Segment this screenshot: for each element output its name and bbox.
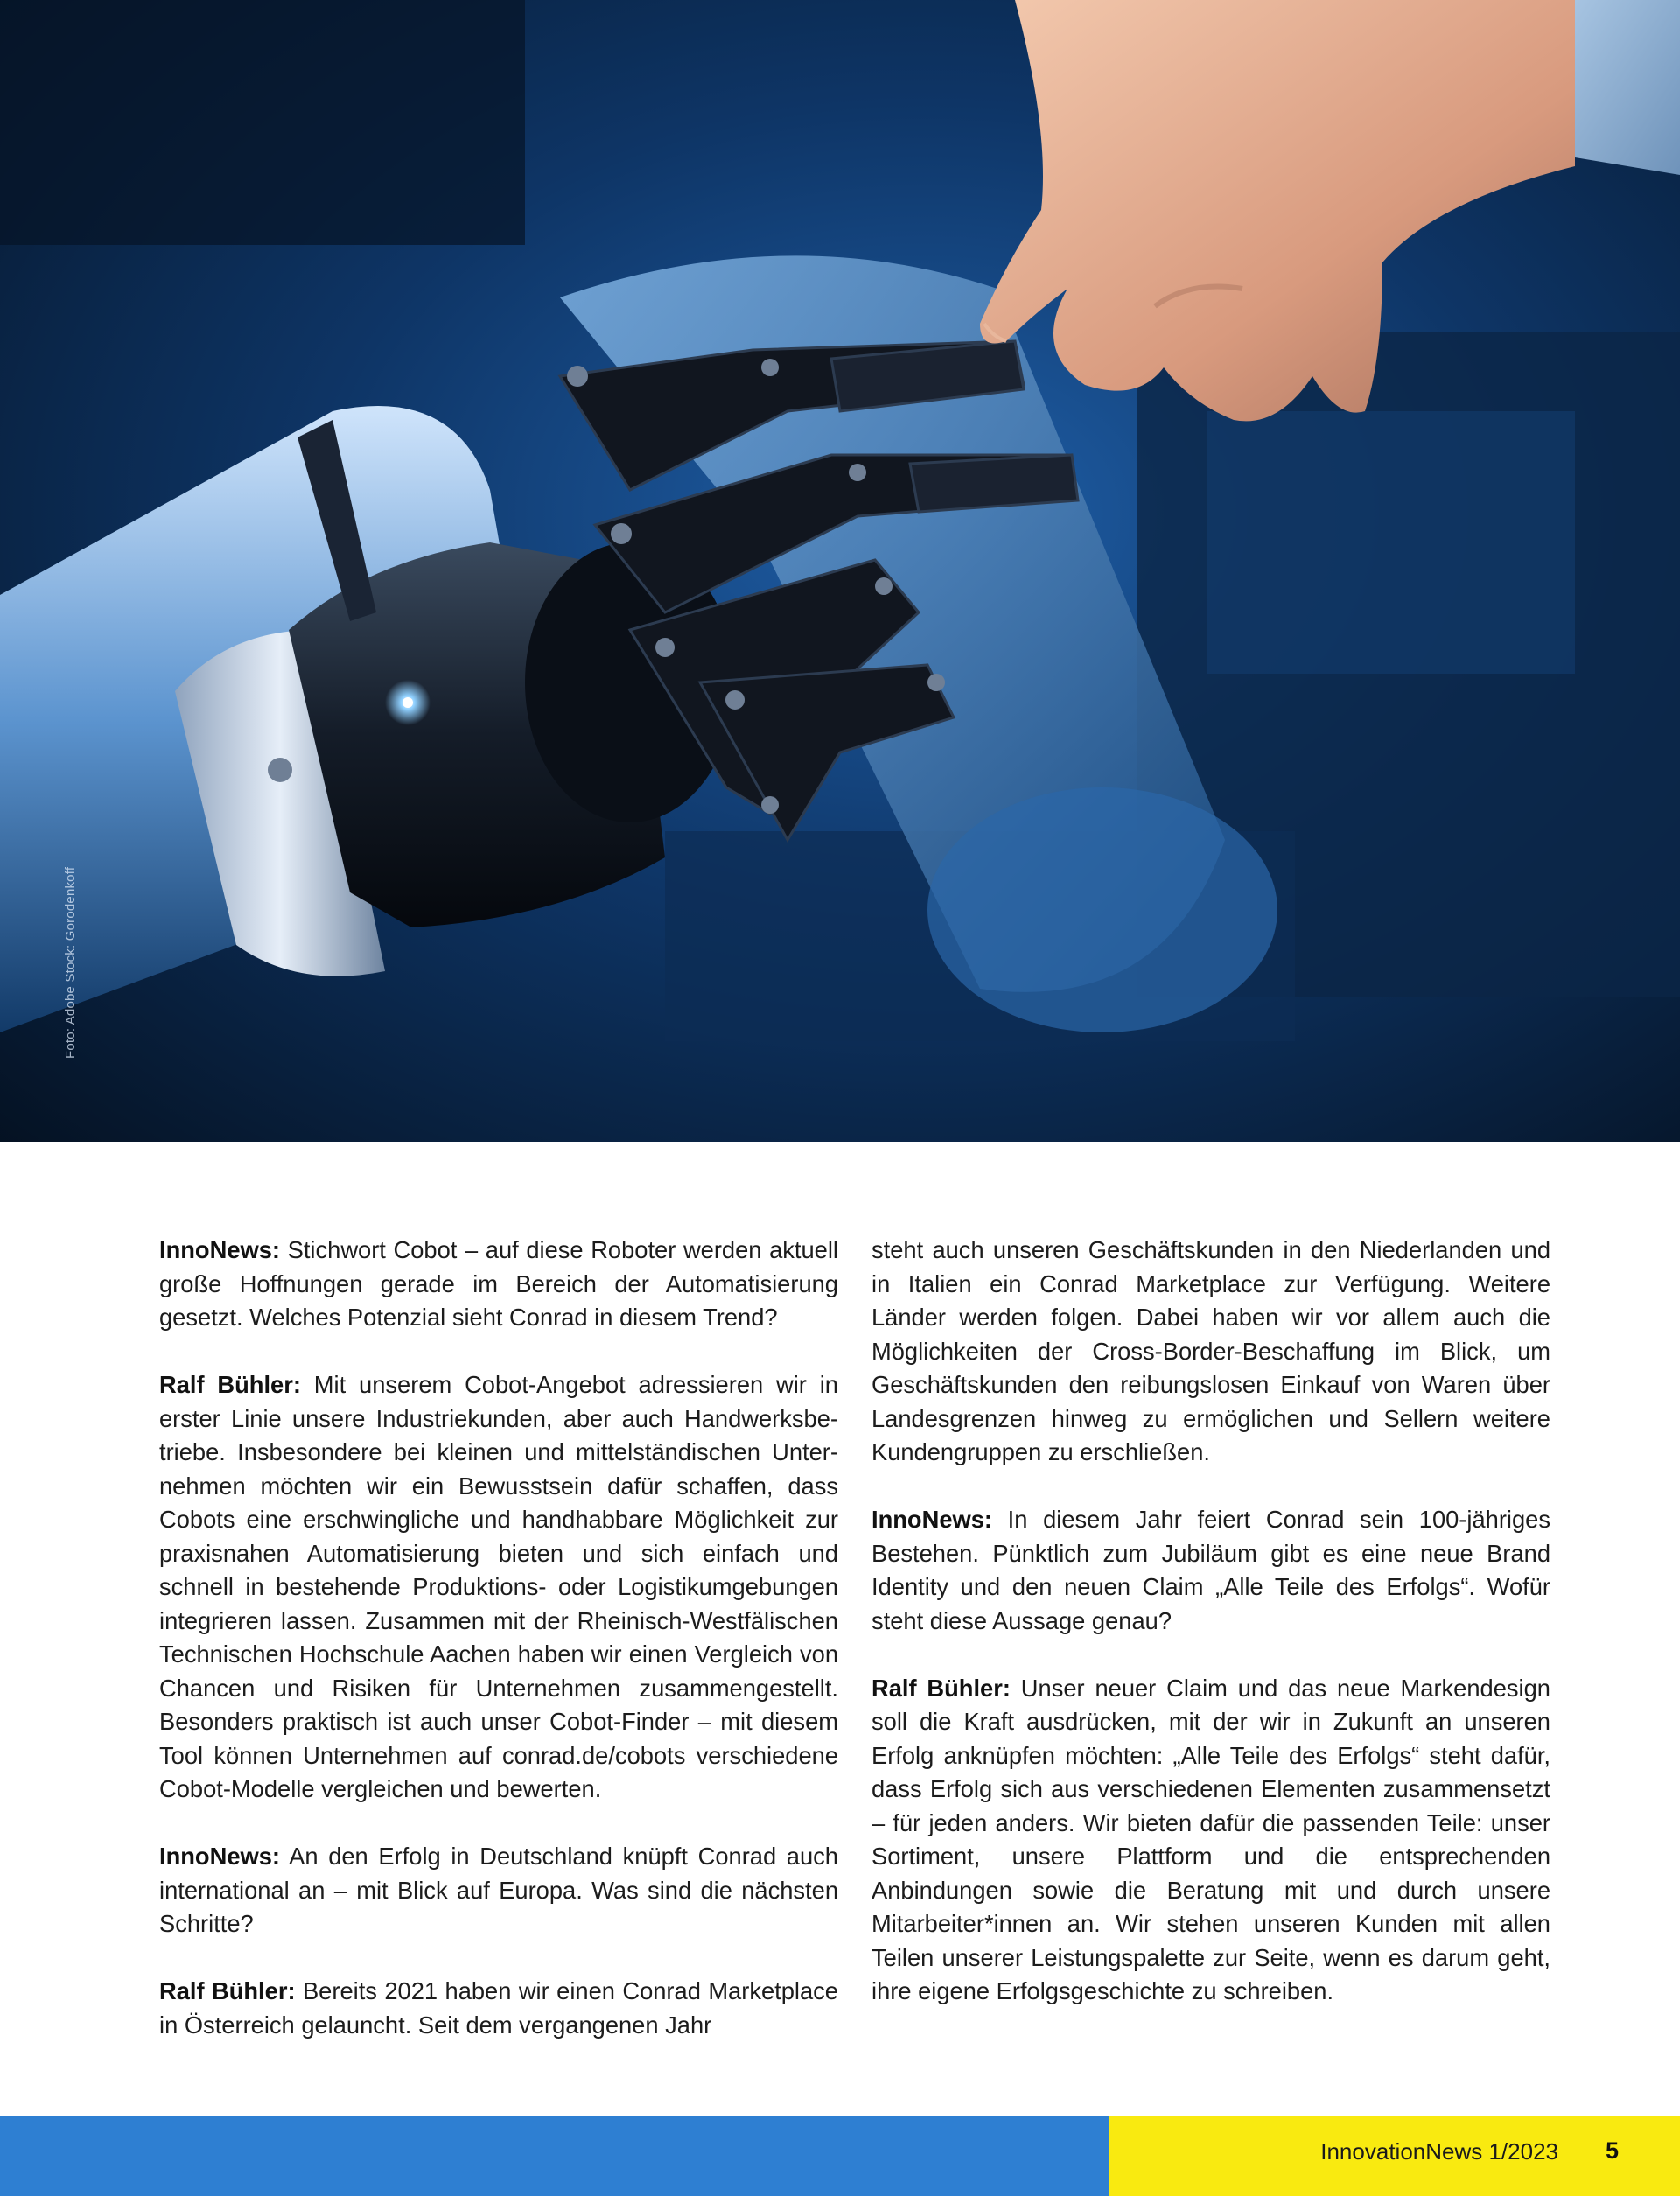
photo-credit: Foto: Adobe Stock: Gorodenkoff xyxy=(63,866,78,1059)
paragraph-text: Unser neuer Claim und das neue Markendesign soll die Kraft ausdrücken, mit der wir in Zukunft an unseren Erfolg anknüpfen möchten: „Alle Teile des Erfolgs“ steht dafür, dass Erfolg sich aus verschiedenen Elementen zusammensetzt – für jeden anders. Wir bieten dafür die passenden Teile: unser Sortiment, unsere Plattform und die entsprechenden Anbindungen sowie die Beratung mit und durch unsere Mitarbeiter*innen an. Wir stehen unseren Kunden mit allen Teilen unserer Leistungspalette zur Seite, wenn es darum geht, ihre eigene Erfolgsgeschichte zu schreiben. xyxy=(872,1674,1550,2004)
interview-paragraph xyxy=(872,1234,1550,1470)
footer-blue-bar xyxy=(0,2116,1110,2196)
publication-name: InnovationNews 1/2023 xyxy=(1320,2138,1558,2165)
speaker-label: InnoNews: xyxy=(159,1236,281,1263)
paragraph-text: Mit unserem Cobot-Angebot adressieren wir in erster Linie unsere Industriekunden, aber auch Handwerksbetriebe. Insbesondere bei kleinen und mittelständischen Unternehmen möchten wir ein Bewusstsein dafür schaffen, dass Cobots eine erschwingliche und handhabbare Möglichkeit zur praxisnahen Automatisierung bieten und sich einfach und schnell in bestehende Produktions- oder Logistikumgebungen integrieren lassen. Zusammen mit der Rheinisch-Westfälischen Technischen Hochschule Aachen haben wir einen Vergleich von Chancen und Risiken für Unternehmen zusammengestellt. Besonders praktisch ist auch unser Cobot-Finder – mit diesem Tool können Unternehmen auf conrad.de/cobots verschiedene Cobot-Modelle vergleichen und bewerten. xyxy=(159,1371,838,1802)
interview-paragraph xyxy=(159,1234,838,1335)
article-column-left xyxy=(159,1234,838,2076)
paragraph-text: Stichwort Cobot – auf diese Roboter werden aktuell große Hoffnungen gerade im Bereich der Automatisierung gesetzt. Welches Potenzial sieht Conrad in diesem Trend? xyxy=(159,1236,838,1331)
page-number: 5 xyxy=(1605,2137,1619,2164)
paragraph-text: An den Erfolg in Deutschland knüpft Conrad auch international an – mit Blick auf Europa. Was sind die nächsten Schritte? xyxy=(159,1843,838,1937)
interview-paragraph xyxy=(872,1503,1550,1638)
interview-paragraph xyxy=(159,1840,838,1941)
speaker-label: Ralf Bühler: xyxy=(159,1371,301,1398)
paragraph-text: Bereits 2021 haben wir einen Conrad Marketplace in Österreich gelauncht. Seit dem vergangenen Jahr xyxy=(159,1977,838,2039)
interview-paragraph xyxy=(159,1368,838,1807)
speaker-label: InnoNews: xyxy=(159,1843,281,1870)
speaker-label: Ralf Bühler: xyxy=(159,1977,296,2004)
article-body xyxy=(159,1234,1550,2065)
paragraph-text: In diesem Jahr feiert Conrad sein 100-jähriges Bestehen. Pünktlich zum Jubiläum gibt es eine neue Brand Identity und den neuen Claim „Alle Teile des Erfolgs“. Wofür steht diese Aussage genau? xyxy=(872,1506,1550,1634)
paragraph-text: steht auch unseren Geschäftskunden in den Niederlanden und in Italien ein Conrad Marketplace zur Verfügung. Weitere Länder werden folgen. Dabei haben wir vor allem auch die Möglichkeiten der Cross-Border-Beschaffung im Blick, um Geschäftskunden den reibungslosen Einkauf von Waren über Landesgrenzen hinweg zu ermöglichen und Sellern weitere Kundengruppen zu erschließen. xyxy=(872,1236,1550,1465)
interview-paragraph xyxy=(872,1672,1550,2009)
interview-paragraph xyxy=(159,1975,838,2042)
speaker-label: InnoNews: xyxy=(872,1506,993,1533)
article-column-right xyxy=(872,1234,1550,2042)
speaker-label: Ralf Bühler: xyxy=(872,1674,1011,1702)
